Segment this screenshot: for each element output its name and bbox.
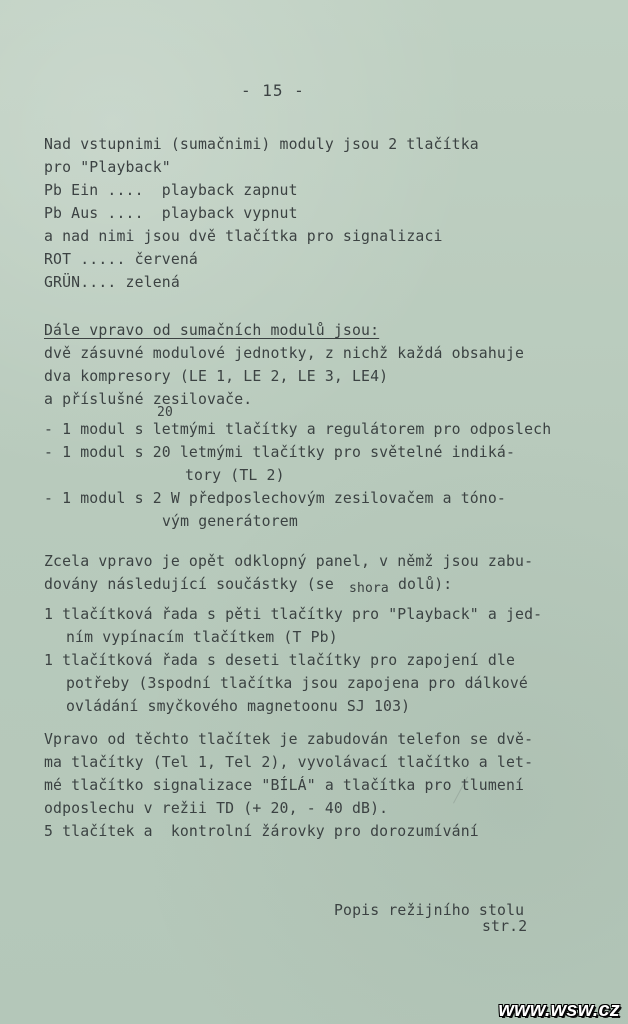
module-line-3: - 1 modul s 2 W předposlechovým zesilovačem a tóno- (44, 490, 506, 507)
body-line-11: a příslušné zesilovače. (44, 391, 253, 408)
component-line-2-continuation-2: ovládání smyčkového magnetoonu SJ 103) (66, 698, 411, 715)
component-line-1-continuation: ním vypínacím tlačítkem (T Pb) (66, 629, 338, 646)
body-line-9: dvě zásuvné modulové jednotky, z nichž každá obsahuje (44, 345, 525, 362)
module-line-1: - 1 modul s letmými tlačítky a regulátorem pro odposlech (44, 421, 552, 438)
body-line-3: Pb Ein .... playback zapnut (44, 182, 298, 199)
superscript-20: 20 (157, 405, 173, 420)
module-line-2-continuation: tory (TL 2) (185, 467, 285, 484)
phone-paragraph-line-5: 5 tlačítek a kontrolní žárovky pro dorozumívání (44, 823, 479, 840)
footer-page-reference: str.2 (482, 918, 528, 935)
section-heading: Dále vpravo od sumačních modulů jsou: (44, 322, 380, 339)
phone-paragraph-line-4: odposlechu v režii TD (+ 20, - 40 dB). (44, 800, 389, 817)
body-line-4: Pb Aus .... playback vypnut (44, 205, 298, 222)
component-line-1: 1 tlačítková řada s pěti tlačítky pro "Playback" a jed- (44, 606, 543, 623)
body-line-10: dva kompresory (LE 1, LE 2, LE 3, LE4) (44, 368, 389, 385)
website-watermark: www.wsw.cz (498, 999, 620, 1021)
component-line-2-continuation-1: potřeby (3spodní tlačítka jsou zapojena pro dálkové (66, 675, 528, 692)
body-line-2: pro "Playback" (44, 159, 171, 176)
module-line-3-continuation: vým generátorem (162, 513, 298, 530)
phone-paragraph-line-1: Vpravo od těchto tlačítek je zabudován telefon se dvě- (44, 731, 534, 748)
paragraph-line-1: Zcela vpravo je opět odklopný panel, v němž jsou zabu- (44, 553, 534, 570)
phone-paragraph-line-3: mé tlačítko signalizace "BÍLÁ" a tlačítka pro tlumení (44, 777, 525, 794)
page-number-header: - 15 - (241, 81, 305, 100)
body-line-5: a nad nimi jsou dvě tlačítka pro signalizaci (44, 228, 443, 245)
body-line-7: GRÜN.... zelená (44, 274, 180, 291)
paragraph-line-2-part-1: dovány následující součástky (se (44, 576, 334, 593)
body-line-1: Nad vstupnimi (sumačnimi) moduly jsou 2 tlačítka (44, 136, 479, 153)
component-line-2: 1 tlačítková řada s deseti tlačítky pro zapojení dle (44, 652, 516, 669)
paragraph-line-2-part-2: dolů): (398, 576, 453, 593)
footer-title: Popis režijního stolu (334, 902, 525, 919)
phone-paragraph-line-2: ma tlačítky (Tel 1, Tel 2), vyvolávací tlačítko a let- (44, 754, 534, 771)
paragraph-line-2-shora: shora (349, 581, 389, 596)
body-line-6: ROT ..... červená (44, 251, 198, 268)
module-line-2: - 1 modul s 20 letmými tlačítky pro světelné indiká- (44, 444, 516, 461)
